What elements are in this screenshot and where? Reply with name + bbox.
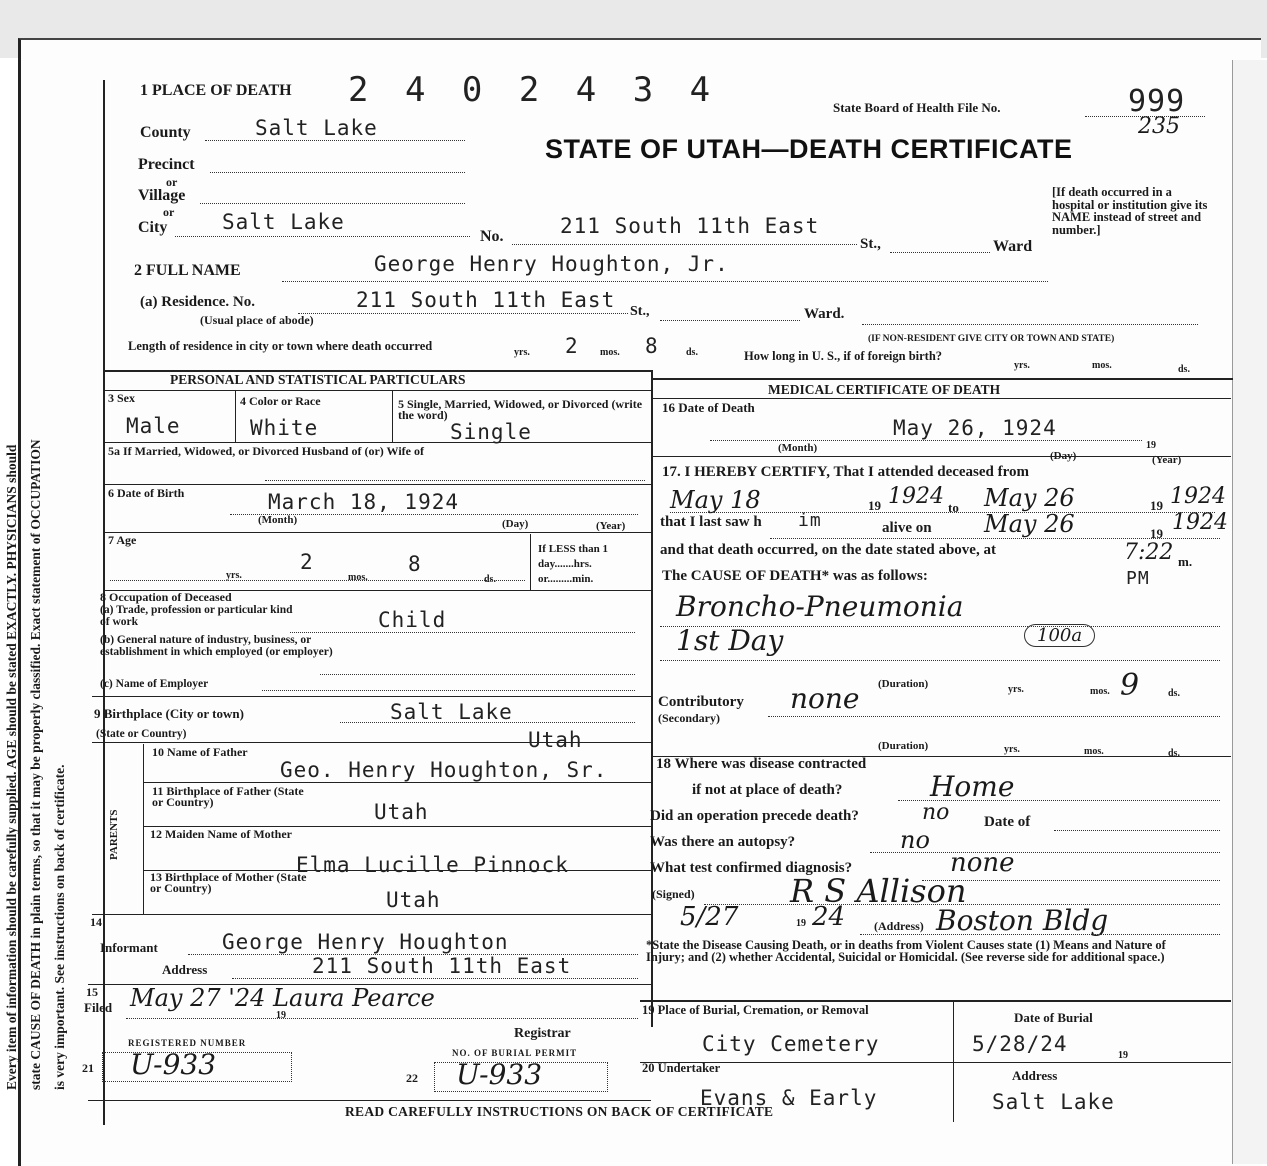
duration-ds: 9: [1120, 668, 1140, 703]
informant-label: Informant: [100, 940, 158, 955]
informant-address: 211 South 11th East: [312, 954, 572, 978]
signed-19-label: 19: [796, 918, 806, 929]
age-ds-label: ds.: [484, 574, 496, 585]
age-ds: 8: [408, 552, 422, 576]
village-line: [200, 203, 465, 204]
dur-ds-label-2: ds.: [1168, 748, 1180, 759]
medical-title-rule: [653, 398, 1231, 399]
to-label: to: [948, 500, 959, 515]
where-value: Home: [930, 770, 1015, 803]
dur-mos-label-2: mos.: [1084, 746, 1104, 757]
date-of-death-label: 16 Date of Death: [662, 400, 755, 415]
filed-label: Filed: [84, 1000, 113, 1015]
operation-label: Did an operation precede death?: [650, 808, 859, 824]
sex-label: 3 Sex: [108, 391, 135, 405]
operation-value: no: [922, 800, 950, 825]
dob-label: 6 Date of Birth: [108, 486, 185, 500]
autopsy-value: no: [900, 826, 930, 854]
father-label: 10 Name of Father: [152, 745, 248, 759]
father-birthplace-label: 11 Birthplace of Father (State or Country): [152, 784, 304, 809]
residence-line: [298, 313, 628, 314]
autopsy-line: [870, 852, 1220, 853]
operation-line: [1054, 830, 1220, 831]
dob-month-label: (Month): [258, 514, 298, 526]
cause-line2: 1st Day: [676, 624, 784, 657]
signature: R S Allison: [790, 872, 967, 910]
age-label: 7 Age: [108, 533, 137, 547]
contributory-label: Contributory: [658, 694, 744, 710]
burial-permit-label: NO. OF BURIAL PERMIT: [452, 1048, 578, 1058]
item-15-label: 15: [86, 985, 98, 999]
county-value: Salt Lake: [255, 116, 378, 140]
race-value: White: [250, 416, 319, 440]
age-mos-label: mos.: [348, 572, 368, 583]
us-yrs-label: yrs.: [1014, 360, 1030, 371]
attended-to-19-label: 19: [1150, 498, 1163, 513]
test-line: [922, 880, 1220, 881]
father-rule: [143, 782, 651, 783]
medical-rule-1: [653, 456, 1231, 457]
alive-on-value: May 26: [984, 510, 1075, 538]
alive-on-label: alive on: [882, 520, 932, 536]
ward-line: [890, 252, 990, 253]
mother-value: Elma Lucille Pinnock: [296, 853, 569, 877]
village-label: Village: [138, 187, 186, 204]
file-no: 999: [1128, 84, 1186, 119]
length-mos: 2: [565, 334, 579, 358]
filed-19-label: 19: [276, 1010, 286, 1021]
death-occurred-label: and that death occurred, on the date stated above, at: [660, 542, 996, 558]
footer-rule: [88, 1100, 651, 1101]
county-label: County: [140, 124, 191, 141]
precinct-label: Precinct: [138, 156, 195, 173]
father-value: Geo. Henry Houghton, Sr.: [280, 758, 608, 782]
city-label: City: [138, 219, 168, 236]
age-less-divider: [530, 534, 531, 590]
sex-race-divider: [235, 390, 236, 442]
date-of-death-line: [710, 440, 1142, 441]
residence-label: (a) Residence. No.: [140, 294, 255, 310]
attended-to-yr: 1924: [1170, 484, 1226, 509]
burial-19-label: 19: [1118, 1050, 1128, 1061]
alive-line: [770, 538, 1220, 539]
attended-from-yr: 1924: [888, 484, 944, 509]
address-label: (Address): [874, 919, 924, 933]
contributory-line: [768, 716, 1220, 717]
nonresident-note: (IF NON-RESIDENT GIVE CITY OR TOWN AND STATE): [868, 334, 1115, 344]
pm-value: PM: [1126, 568, 1150, 589]
or-label-1: or: [166, 175, 178, 189]
parents-divider: [143, 744, 144, 914]
test-label: What test confirmed diagnosis?: [650, 860, 853, 876]
less-than-label: If LESS than 1 day.......hrs. or.........min.: [538, 543, 609, 585]
burial-place: City Cemetery: [702, 1032, 880, 1056]
birthplace-state-label: (State or Country): [96, 728, 187, 740]
reg-no-value: U-933: [130, 1048, 217, 1081]
county-line: [205, 140, 465, 141]
alive-on-yr: 1924: [1172, 510, 1228, 535]
item-14-label: 14: [90, 915, 102, 929]
contributory-value: none: [790, 682, 860, 715]
race-label: 4 Color or Race: [240, 394, 321, 408]
death-19-label: 19: [1146, 440, 1156, 451]
secondary-label: (Secondary): [658, 711, 720, 725]
signed-date: 5/27: [680, 902, 739, 932]
item-21-label: 21: [82, 1061, 94, 1075]
undertaker-value: Evans & Early: [700, 1086, 878, 1110]
row-rule-6: [92, 742, 651, 743]
us-ds-label: ds.: [1178, 364, 1190, 375]
spouse-label: 5a If Married, Widowed, or Divorced Husband of (or) Wife of: [108, 444, 424, 458]
dob-value: March 18, 1924: [268, 490, 460, 514]
duration-label-1: (Duration): [878, 678, 929, 690]
street-line: [512, 244, 857, 245]
occupation-value: Child: [378, 608, 447, 632]
burial-permit-value: U-933: [456, 1058, 543, 1091]
birthplace-city: Salt Lake: [390, 700, 513, 724]
item-22-label: 22: [406, 1071, 418, 1085]
full-name-line: [282, 281, 1048, 282]
us-mos-label: mos.: [1092, 360, 1112, 371]
us-label: How long in U. S., if of foreign birth?: [744, 349, 943, 363]
medical-section-title: MEDICAL CERTIFICATE OF DEATH: [768, 382, 1001, 397]
residence-value: 211 South 11th East: [356, 288, 616, 312]
death-year-label: (Year): [1152, 454, 1182, 466]
certificate-title: STATE OF UTAH—DEATH CERTIFICATE: [545, 134, 1073, 164]
birthplace-city-line: [340, 722, 635, 723]
filed-hand: May 27 '24 Laura Pearce: [130, 984, 435, 1012]
date-of-death-value: May 26, 1924: [893, 416, 1057, 440]
registration-stamp: 2 4 0 2 4 3 4: [348, 70, 719, 110]
dur-yrs-label-1: yrs.: [1008, 684, 1024, 695]
alive-on-19-label: 19: [1150, 526, 1163, 541]
reg-no-label: REGISTERED NUMBER: [128, 1038, 247, 1048]
attended-line: [670, 512, 1215, 513]
dob-year-label: (Year): [596, 520, 626, 532]
race-marital-divider: [392, 390, 393, 442]
cause-label: The CAUSE OF DEATH* was as follows:: [662, 568, 928, 584]
residence-st-label: St.,: [630, 304, 650, 319]
cause-line1: Broncho-Pneumonia: [676, 590, 964, 623]
dur-yrs-label-2: yrs.: [1004, 744, 1020, 755]
marital-value: Single: [450, 420, 532, 444]
length-ds: 8: [645, 334, 659, 358]
hospital-note: [If death occurred in a hospital or institution give its NAME instead of street and number.]: [1052, 185, 1208, 237]
length-mos-label: mos.: [600, 347, 620, 358]
informant-address-line: [232, 978, 638, 979]
length-residence-label: Length of residence in city or town where death occurred: [128, 339, 433, 353]
him-value: im: [798, 510, 822, 531]
death-month-label: (Month): [778, 442, 818, 454]
undertaker-label: 20 Undertaker: [642, 1061, 721, 1075]
mother-birthplace: Utah: [386, 888, 441, 912]
street-value: 211 South 11th East: [560, 214, 820, 238]
cause-line-2: [660, 660, 1220, 661]
age-mos: 2: [300, 550, 314, 574]
attended-from-19-label: 19: [868, 498, 881, 513]
mother-birthplace-label: 13 Birthplace of Mother (State or Country): [150, 870, 307, 895]
section-divider-top-right: [653, 378, 1233, 380]
birthplace-state: Utah: [528, 728, 583, 752]
street-no-label: No.: [480, 228, 504, 245]
mother-label: 12 Maiden Name of Mother: [150, 827, 292, 841]
occupation-b-label: (b) General nature of industry, business, or establishment in which employed (or employer): [100, 634, 333, 658]
dob-day-label: (Day): [502, 518, 529, 530]
marital-label: 5 Single, Married, Widowed, or Divorced (write the word): [398, 397, 643, 422]
burial-date: 5/28/24: [972, 1032, 1068, 1056]
cause-ref: 100a: [1024, 624, 1095, 647]
where-contracted-label: 18 Where was disease contracted: [656, 756, 867, 772]
spouse-line: [265, 480, 645, 481]
medical-rule-3: [640, 1000, 1231, 1002]
signed-label: (Signed): [652, 887, 695, 901]
burial-date-label: Date of Burial: [1014, 1010, 1093, 1025]
physician-address-line: [860, 934, 1220, 935]
occupation-line: [290, 632, 635, 633]
registrar-label: Registrar: [514, 1026, 571, 1041]
length-yrs-label: yrs.: [514, 347, 530, 358]
full-name-value: George Henry Houghton, Jr.: [374, 252, 729, 276]
right-edge-strip: [1232, 60, 1267, 1164]
if-not-label: if not at place of death?: [692, 782, 843, 798]
date-of-label: Date of: [984, 814, 1031, 830]
attended-to: May 26: [984, 484, 1075, 512]
signed-year: 24: [812, 902, 846, 932]
precinct-line: [210, 172, 465, 173]
sex-value: Male: [126, 414, 181, 438]
personal-section-title: PERSONAL AND STATISTICAL PARTICULARS: [170, 372, 466, 387]
footer-instructions: READ CAREFULLY INSTRUCTIONS ON BACK OF CERTIFICATE: [345, 1104, 774, 1119]
file-no-label: State Board of Health File No.: [833, 100, 1001, 115]
nonresident-line: [862, 324, 1198, 325]
m-label: m.: [1178, 554, 1193, 569]
employer-line: [262, 690, 635, 691]
autopsy-label: Was there an autopsy?: [650, 834, 796, 850]
medical-rule-4: [640, 1062, 1231, 1063]
center-divider-line: [651, 372, 653, 1027]
death-time: 7:22: [1124, 540, 1174, 565]
occupation-label: 8 Occupation of Deceased: [100, 590, 232, 604]
parents-label: PARENTS: [108, 809, 120, 860]
occupation-a-label: (a) Trade, profession or particular kind of work: [100, 604, 293, 628]
death-day-label: (Day): [1050, 450, 1077, 462]
age-line: [110, 580, 525, 581]
personal-title-rule: [103, 390, 651, 391]
test-value: none: [950, 848, 1015, 878]
certify-line1: 17. I HEREBY CERTIFY, That I attended deceased from: [662, 464, 1030, 480]
physician-address: Boston Bldg: [936, 904, 1109, 937]
filed-line: [126, 1018, 638, 1019]
birthplace-label: 9 Birthplace (City or town): [94, 706, 244, 721]
dur-ds-label-1: ds.: [1168, 688, 1180, 699]
abode-note: (Usual place of abode): [200, 313, 314, 327]
city-line: [175, 236, 470, 237]
informant-value: George Henry Houghton: [222, 930, 509, 954]
dur-mos-label-1: mos.: [1090, 686, 1110, 697]
undertaker-address-label: Address: [1012, 1068, 1058, 1083]
occupation-b-line: [320, 674, 635, 675]
or-label-2: or: [163, 205, 175, 219]
side-instructions-line3: is very important. See instructions on back of certificate.: [52, 764, 67, 1090]
st-label: St.,: [860, 236, 881, 252]
row-rule-5: [92, 696, 651, 697]
duration-label-2: (Duration): [878, 740, 929, 752]
row-rule-1: [103, 442, 651, 443]
footnote: *State the Disease Causing Death, or in deaths from Violent Causes state (1) Means and Nature of Injury; and (2) whether Accidental, Suicidal or Homicidal. (See reverse side for additional space.): [646, 938, 1166, 964]
ward-label: Ward: [993, 238, 1033, 255]
father-birthplace: Utah: [374, 800, 429, 824]
undertaker-address: Salt Lake: [992, 1090, 1115, 1114]
row-rule-3: [103, 532, 651, 533]
burial-label: 19 Place of Burial, Cremation, or Removal: [642, 1003, 869, 1017]
place-of-death-label: 1 PLACE OF DEATH: [140, 82, 292, 99]
length-ds-label: ds.: [686, 347, 698, 358]
side-instructions-line1: Every item of information should be carefully supplied. AGE should be stated EXACTLY. PHYSICIANS should: [4, 444, 19, 1090]
file-no-hand: 235: [1138, 114, 1180, 139]
residence-ward-line: [660, 320, 800, 321]
city-value: Salt Lake: [222, 210, 345, 234]
informant-address-label: Address: [162, 962, 208, 977]
mother-bp-rule: [92, 914, 651, 915]
attended-from: May 18: [670, 486, 761, 514]
full-name-label: 2 FULL NAME: [134, 262, 241, 279]
row-rule-2: [103, 484, 651, 485]
residence-ward-label: Ward.: [804, 306, 845, 322]
age-yrs-label: yrs.: [226, 570, 242, 581]
side-instructions-line2: state CAUSE OF DEATH in plain terms, so that it may be properly classified. Exact statement of OCCUPATION: [28, 439, 43, 1090]
occupation-c-label: (c) Name of Employer: [100, 678, 209, 690]
last-saw-label: that I last saw h: [660, 514, 762, 530]
